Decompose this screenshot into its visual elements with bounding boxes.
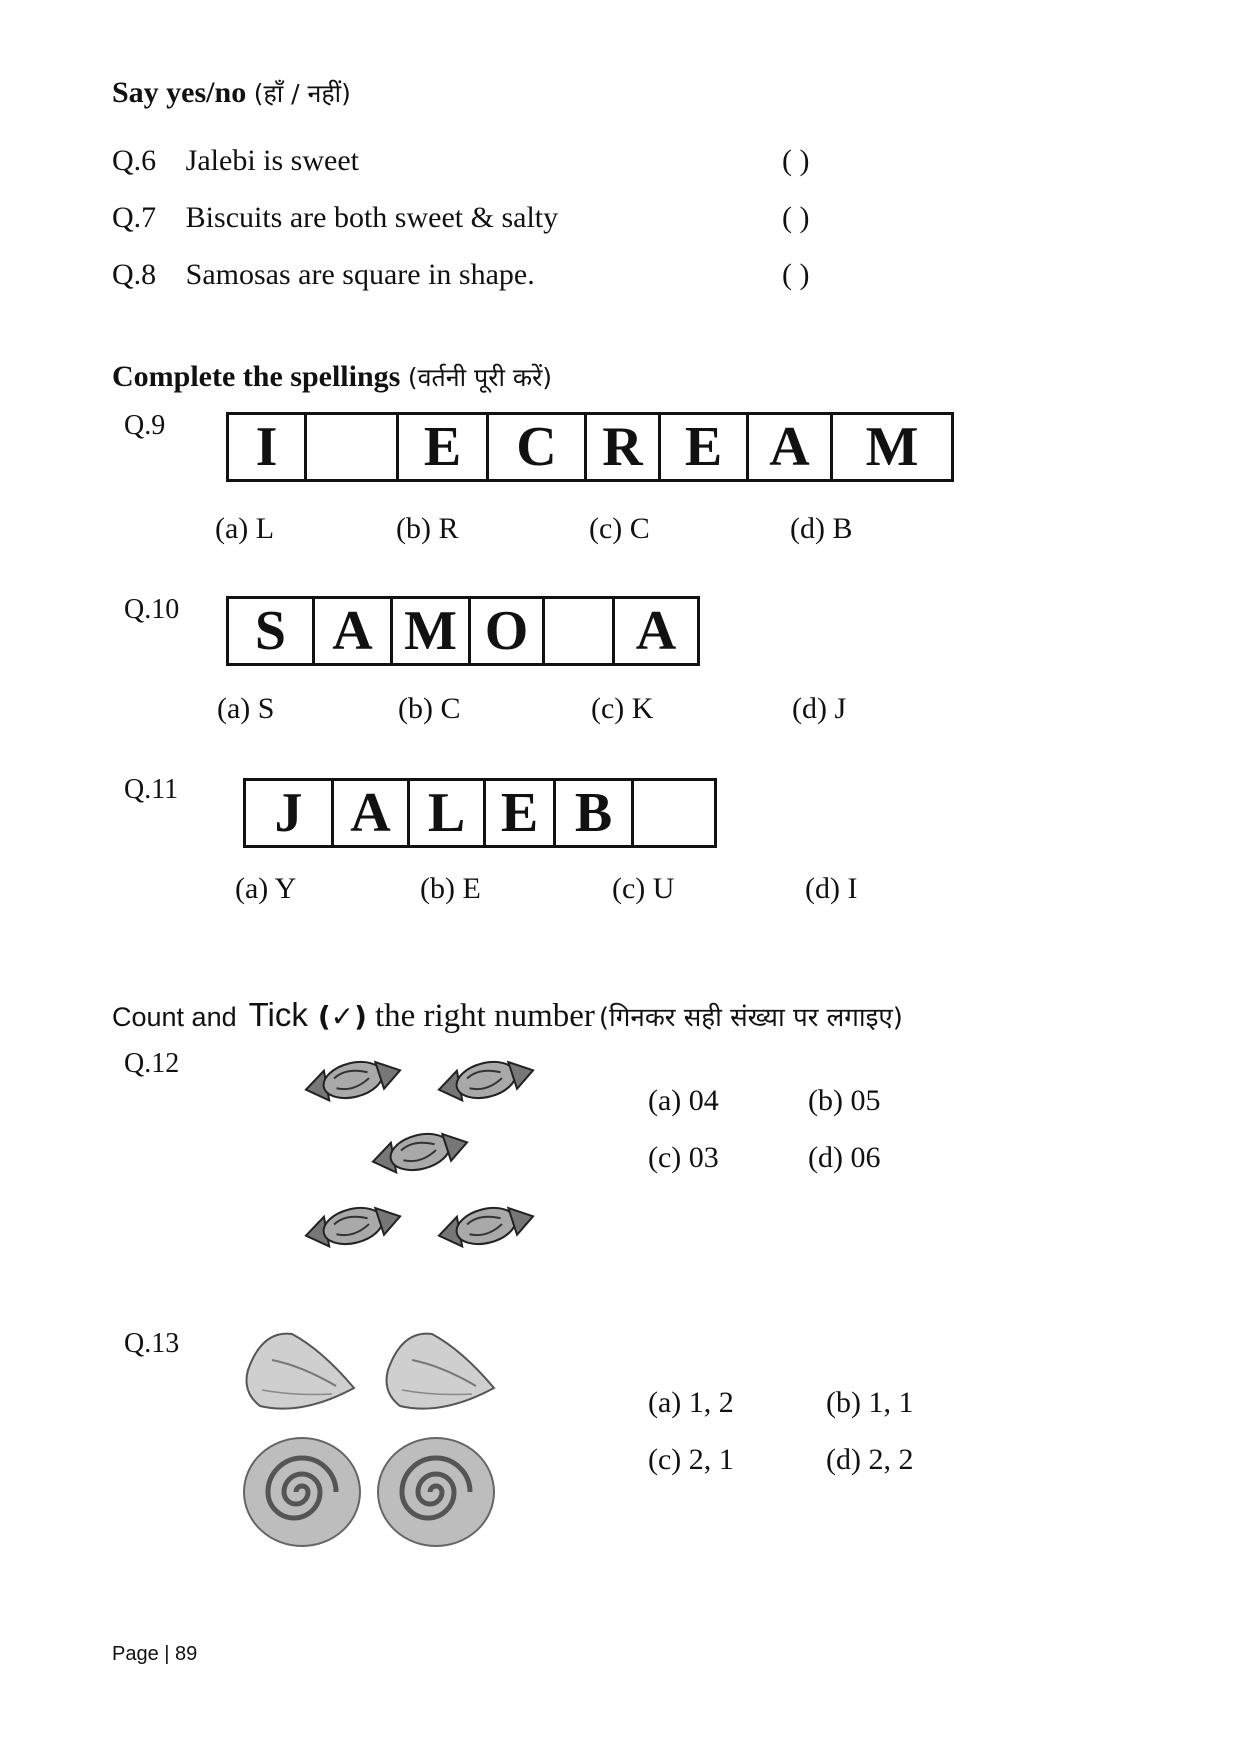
question-6: [112, 144, 359, 178]
option-c[interactable]: (c) C: [589, 512, 650, 545]
section-heading-count: [112, 996, 903, 1035]
letter-box: O: [471, 599, 545, 663]
heading-rest: the right number: [374, 998, 595, 1034]
letter-box: A: [749, 415, 833, 479]
question-number: Q.7: [112, 201, 157, 234]
section-heading-spellings: [112, 360, 552, 394]
question-number: Q.6: [112, 144, 157, 177]
jalebi-icon: [244, 1438, 360, 1546]
jalebi-icon: [378, 1438, 494, 1546]
option-b[interactable]: (b) R: [396, 512, 459, 545]
candy-icon: [302, 1052, 403, 1108]
spelling-boxes-jalebi: [243, 778, 717, 848]
option-d[interactable]: (d) B: [790, 512, 853, 545]
option-a[interactable]: (a) Y: [235, 872, 297, 905]
candy-icon: [435, 1198, 536, 1254]
heading-count: Count and: [112, 1002, 237, 1032]
samosa-icon: [247, 1334, 355, 1409]
option-c[interactable]: (c) 03: [648, 1141, 719, 1174]
tick-mark-icon: (✓): [317, 1000, 367, 1033]
question-text: Jalebi is sweet: [185, 144, 359, 177]
letter-box: E: [486, 781, 556, 845]
question-text: Samosas are square in shape.: [185, 258, 535, 291]
heading-english: Complete the spellings: [112, 360, 401, 393]
option-d[interactable]: (d) 06: [808, 1141, 881, 1174]
heading-hindi: (वर्तनी पूरी करें): [407, 363, 553, 392]
page-number: Page | 89: [112, 1643, 198, 1665]
option-c[interactable]: (c) K: [591, 692, 654, 725]
option-c[interactable]: (c) U: [612, 872, 675, 905]
option-b[interactable]: (b) 05: [808, 1084, 881, 1117]
question-11-number: Q.11: [124, 774, 179, 805]
letter-box: S: [229, 599, 315, 663]
option-a[interactable]: (a) S: [217, 692, 275, 725]
heading-hindi: (हाँ / नहीं): [253, 79, 351, 108]
option-a[interactable]: (a) 1, 2: [648, 1386, 734, 1419]
letter-box: J: [246, 781, 334, 845]
letter-box: M: [865, 416, 919, 478]
question-number: Q.8: [112, 258, 157, 291]
option-d[interactable]: (d) 2, 2: [826, 1443, 914, 1476]
letter-box: R: [587, 415, 661, 479]
candy-illustration: [300, 1046, 570, 1286]
option-a[interactable]: (a) L: [215, 512, 275, 545]
letter-box: A: [635, 600, 677, 662]
question-12-number: Q.12: [124, 1048, 180, 1079]
letter-box: I: [229, 415, 307, 479]
candy-icon: [369, 1124, 470, 1180]
option-d[interactable]: (d) I: [805, 872, 858, 905]
question-7: [112, 201, 558, 235]
spelling-boxes-icecream: [226, 412, 954, 482]
question-text: Biscuits are both sweet & salty: [185, 201, 559, 234]
candy-icon: [435, 1052, 536, 1108]
letter-box: M: [393, 599, 471, 663]
candy-icon: [302, 1198, 403, 1254]
question-9-number: Q.9: [124, 410, 166, 441]
answer-blank-8[interactable]: ( ): [782, 258, 810, 291]
blank-letter-box[interactable]: [634, 781, 714, 845]
snacks-illustration: [240, 1330, 510, 1550]
letter-box: C: [489, 415, 587, 479]
question-8: [112, 258, 535, 292]
letter-box: L: [410, 781, 486, 845]
letter-box: A: [315, 599, 393, 663]
blank-letter-box[interactable]: [545, 599, 615, 663]
section-heading-yes-no: [112, 76, 351, 110]
option-a[interactable]: (a) 04: [648, 1084, 719, 1117]
question-10-number: Q.10: [124, 594, 180, 625]
option-d[interactable]: (d) J: [792, 692, 847, 725]
heading-english: Say yes/no: [112, 76, 247, 109]
letter-box: E: [399, 415, 489, 479]
letter-box: B: [556, 781, 634, 845]
samosa-icon: [387, 1334, 495, 1409]
option-b[interactable]: (b) 1, 1: [826, 1386, 914, 1419]
heading-tick: Tick: [248, 996, 308, 1033]
letter-box: A: [334, 781, 410, 845]
answer-blank-6[interactable]: ( ): [782, 144, 810, 177]
spelling-boxes-samosa: [226, 596, 700, 666]
option-c[interactable]: (c) 2, 1: [648, 1443, 734, 1476]
heading-hindi: (गिनकर सही संख्या पर लगाइए): [598, 1003, 903, 1033]
letter-box: E: [661, 415, 749, 479]
option-b[interactable]: (b) C: [398, 692, 461, 725]
blank-letter-box[interactable]: [307, 415, 399, 479]
answer-blank-7[interactable]: ( ): [782, 201, 810, 234]
question-13-number: Q.13: [124, 1328, 180, 1359]
option-b[interactable]: (b) E: [420, 872, 481, 905]
